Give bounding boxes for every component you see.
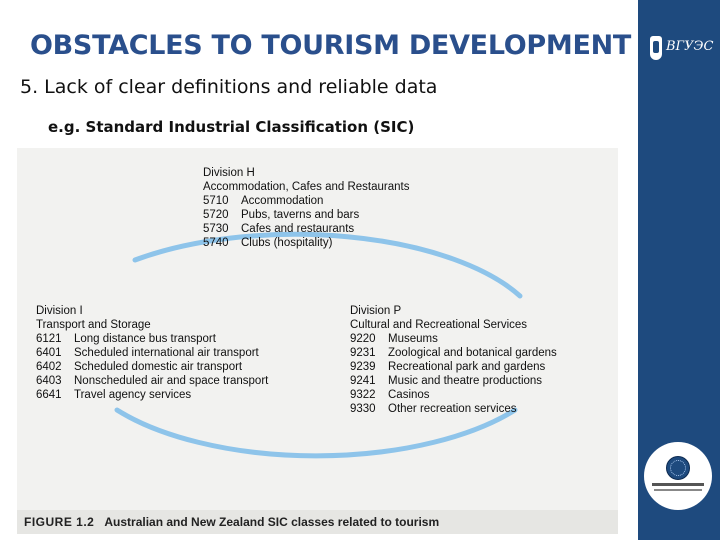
- figure-caption: [17, 510, 618, 534]
- emblem-logo: [644, 442, 712, 510]
- example-text: e.g. Standard Industrial Classification (SIC): [48, 118, 415, 136]
- figure-caption-text: Australian and New Zealand SIC classes related to tourism: [104, 515, 440, 529]
- division-heading: Division H: [203, 167, 255, 179]
- emblem-caption-bar: [654, 489, 702, 491]
- crest-icon: [650, 36, 662, 60]
- brand-sidebar: [638, 0, 720, 540]
- slide-subtitle: 5. Lack of clear definitions and reliable data: [20, 76, 438, 98]
- list-item: 9239 Recreational park and gardens: [350, 361, 546, 373]
- sic-figure: [17, 148, 618, 534]
- list-item: 6641 Travel agency services: [36, 389, 192, 401]
- division-heading: Division I: [36, 305, 83, 317]
- division-name: Transport and Storage: [36, 319, 151, 331]
- figure-label: FIGURE 1.2: [24, 515, 95, 529]
- list-item: 9241 Music and theatre productions: [350, 375, 543, 387]
- list-item: 9322 Casinos: [350, 389, 430, 401]
- university-logo: [646, 36, 712, 62]
- division-name: Accommodation, Cafes and Restaurants: [203, 181, 410, 193]
- list-item: 6401 Scheduled international air transport: [36, 347, 259, 359]
- division-i: [36, 304, 268, 402]
- division-heading: Division P: [350, 305, 402, 317]
- division-name: Cultural and Recreational Services: [350, 319, 528, 331]
- list-item: 6403 Nonscheduled air and space transport: [36, 375, 269, 387]
- list-item: 6121 Long distance bus transport: [36, 333, 216, 345]
- division-p: [350, 304, 557, 416]
- university-logo-text: ВГУЭС: [666, 39, 714, 54]
- list-item: 6402 Scheduled domestic air transport: [36, 361, 243, 373]
- list-item: 9220 Museums: [350, 333, 438, 345]
- list-item: 9231 Zoological and botanical gardens: [350, 347, 557, 359]
- slide-title: OBSTACLES TO TOURISM DEVELOPMENT: [30, 30, 632, 61]
- list-item: 5720 Pubs, taverns and bars: [203, 209, 360, 221]
- list-item: 5710 Accommodation: [203, 195, 324, 207]
- list-item: 5730 Cafes and restaurants: [203, 223, 355, 235]
- globe-icon: [666, 456, 690, 480]
- division-h: [203, 166, 409, 250]
- emblem-caption-bar: [652, 483, 704, 486]
- list-item: 9330 Other recreation services: [350, 403, 517, 415]
- list-item: 5740 Clubs (hospitality): [203, 237, 333, 249]
